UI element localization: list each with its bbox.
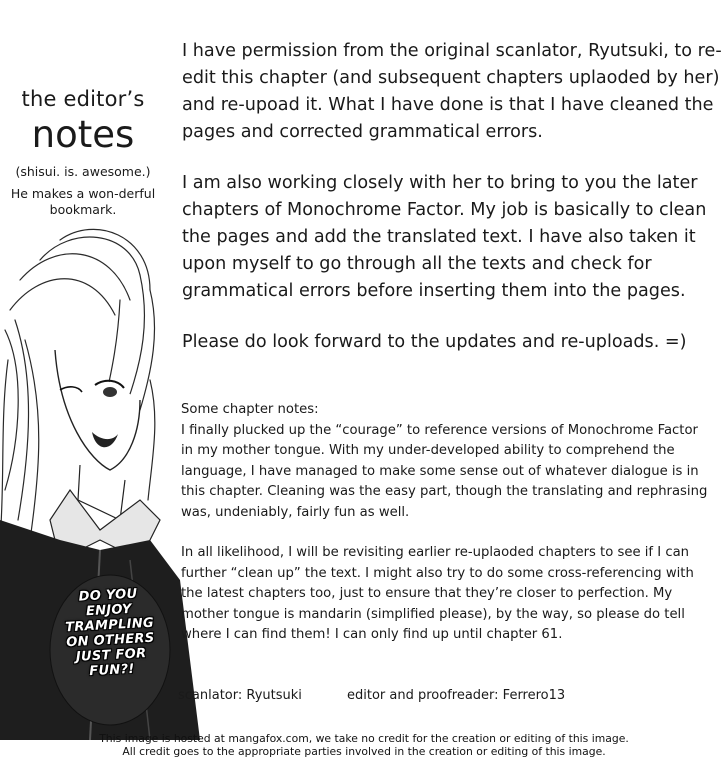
speech-bubble-text: DO YOU ENJOY TRAMPLING ON OTHERS JUST FOR FUN?! xyxy=(64,586,155,680)
chapter-notes-title: Some chapter notes: xyxy=(181,402,319,417)
look-forward-paragraph: Please do look forward to the updates and re-uploads. =) xyxy=(182,332,687,352)
chapter-notes-paragraph-1: I finally plucked up the “courage” to reference versions of Monochrome Factor in my mother tongue. With my under-developed ability to comprehend the language, I have managed to make some sense out of whatever dialogue is in this chapter. Cleaning was the easy part, though the translating and rephrasing was, undeniably, fairly fun as well. xyxy=(181,422,708,520)
footer-line-1: This image is hosted at mangafox.com, we take no credit for the creation or editing of this image. xyxy=(99,732,629,745)
scanlator-credit: scanlator: Ryutsuki xyxy=(178,688,302,703)
notes-heading: notes xyxy=(31,113,135,156)
main-notes xyxy=(182,38,722,356)
editor-heading: the editor’s xyxy=(21,87,145,111)
editor-notes-header xyxy=(8,86,158,218)
permission-paragraph: I have permission from the original scanlator, Ryutsuki, to re-edit this chapter (and subsequent chapters uplaoded by her) and re-upoad it. What I have done is that I have cleaned the pages and corrected grammatical errors. xyxy=(182,41,722,142)
sidebar-note: (shisui. is. awesome.) xyxy=(15,164,151,179)
footer-line-2: All credit goes to the appropriate parties involved in the creation or editing of this image. xyxy=(122,745,606,758)
hosting-footer xyxy=(0,732,728,758)
sidebar-bookmark-note: He makes a won-derful bookmark. xyxy=(10,186,156,217)
collaboration-paragraph: I am also working closely with her to bring to you the later chapters of Monochrome Factor. My job is basically to clean the pages and add the translated text. I have also taken it upon myself to go through all the texts and check for grammatical errors before inserting them into the pages. xyxy=(182,173,707,301)
chapter-notes-paragraph-2: In all likelihood, I will be revisiting earlier re-uplaoded chapters to see if I can further “clean up” the text. I might also try to do some cross-referencing with the latest chapters too, just to ensure that they’re closer to perfection. My mother tongue is mandarin (simplified please), by the way, so please do tell where I can find them! I can only find up until chapter 61. xyxy=(181,545,694,642)
editor-credit: editor and proofreader: Ferrero13 xyxy=(347,688,566,703)
chapter-notes xyxy=(181,400,711,646)
